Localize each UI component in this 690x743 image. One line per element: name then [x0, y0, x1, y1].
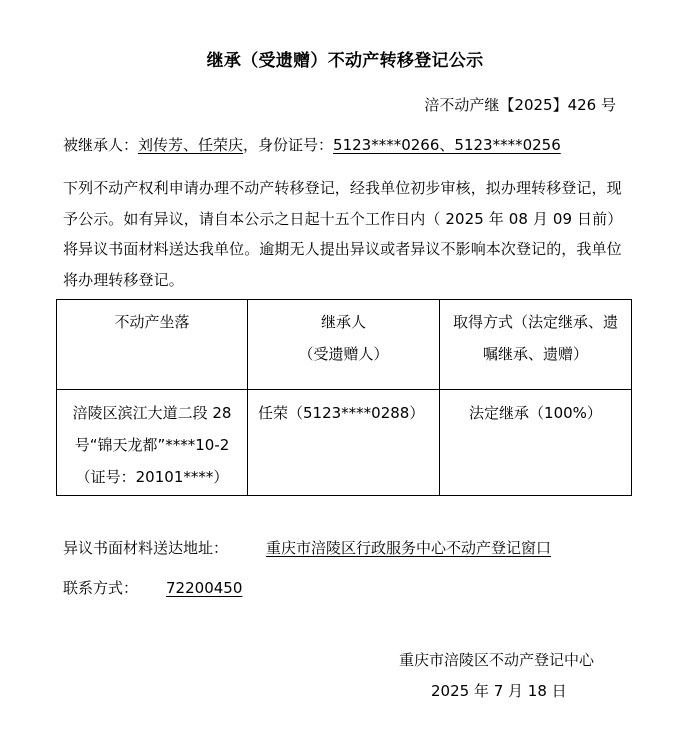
property-line2: 号“锦天龙都”****10-2 [74, 436, 230, 454]
heir-value: 任荣（5123****0288） [258, 404, 425, 422]
objection-label: 异议书面材料送达地址： [63, 539, 229, 557]
decedent-line [63, 134, 561, 155]
cell-method [440, 390, 632, 496]
id-label: ，身份证号： [243, 136, 334, 154]
table-row [57, 390, 632, 496]
document-number: 涪不动产继【2025】426 号 [424, 96, 616, 114]
header-method-line2: 嘱继承、遗赠） [482, 345, 588, 363]
objection-address-field [228, 539, 551, 557]
property-line1: 涪陵区滨江大道二段 28 [72, 404, 232, 422]
header-property [57, 300, 248, 390]
method-value: 法定继承（100%） [469, 404, 602, 422]
header-heir-line1: 继承人 [320, 313, 366, 331]
property-line3: （证号：20101****） [75, 468, 229, 486]
decedent-id-numbers: 5123****0266、5123****0256 [333, 136, 561, 154]
contact-phone: 72200450 [166, 579, 243, 597]
header-method-line1: 取得方式（法定继承、遗 [452, 313, 618, 331]
contact-line [63, 577, 242, 598]
header-property-label: 不动产坐落 [114, 313, 190, 331]
cell-property [57, 390, 248, 496]
property-table [56, 299, 632, 496]
decedent-names: 刘传芳、任荣庆 [138, 136, 244, 154]
contact-label: 联系方式： [63, 579, 139, 597]
objection-address: 重庆市涪陵区行政服务中心不动产登记窗口 [266, 539, 552, 557]
objection-line [63, 537, 551, 558]
cell-heir [248, 390, 440, 496]
header-method [440, 300, 632, 390]
issuing-organization: 重庆市涪陵区不动产登记中心 [399, 651, 595, 669]
table-header-row [57, 300, 632, 390]
header-heir [248, 300, 440, 390]
issue-date: 2025 年 7 月 18 日 [431, 682, 567, 700]
header-heir-line2: （受遗赠人） [298, 345, 389, 363]
decedent-prefix: 被继承人： [63, 136, 139, 154]
notice-body: 下列不动产权利申请办理不动产转移登记，经我单位初步审核，拟办理转移登记，现予公示。如有异议，请自本公示之日起十五个工作日内（ 2025 年 08 月 09 日前）将异议书面材料送达我单位。逾期无人提出异议或者异议不影响本次登记的，我单位将办理转移登记。 [63, 179, 623, 289]
page-title: 继承（受遗赠）不动产转移登记公示 [206, 51, 484, 71]
